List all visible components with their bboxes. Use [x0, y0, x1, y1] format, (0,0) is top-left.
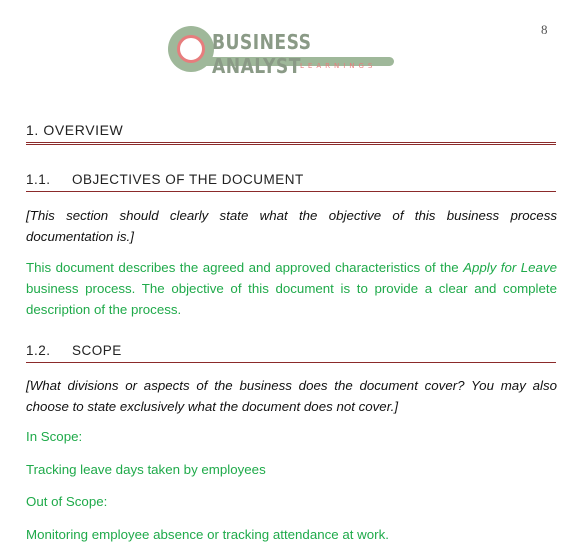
section-heading-scope	[26, 343, 556, 363]
process-name: Apply for Leave	[463, 260, 558, 275]
section-heading-overview: 1. OVERVIEW	[26, 122, 556, 143]
logo-ring	[177, 35, 205, 63]
scope-instruction: [What divisions or aspects of the business does the document cover? You may also choose to state exclusively what the document does not cover.]	[26, 378, 557, 414]
heading-double-rule	[26, 144, 556, 145]
company-logo	[168, 24, 398, 78]
body-text-start: This document describes the agreed and approved characteristics of the	[26, 260, 464, 275]
section-number: 1.2.	[26, 343, 51, 358]
objectives-body	[26, 257, 557, 320]
page-number: 8	[541, 22, 548, 37]
objectives-instruction: [This section should clearly state what the objective of this business process documentation is.]	[26, 208, 557, 244]
out-scope-label: Out of Scope:	[26, 494, 108, 509]
in-scope-item: Tracking leave days taken by employees	[26, 462, 266, 477]
in-scope-label: In Scope:	[26, 429, 83, 444]
section-number: 1.1.	[26, 172, 51, 187]
logo-sub-text: LEARNINGS	[300, 62, 377, 70]
body-text-end: business process. The objective of this document is to provide a clear and complete description of the process.	[26, 281, 557, 317]
logo-main-text: BUSINESS ANALYST	[212, 30, 312, 78]
out-scope-item: Monitoring employee absence or tracking attendance at work.	[26, 527, 389, 542]
section-title: OBJECTIVES OF THE DOCUMENT	[72, 172, 304, 187]
section-heading-objectives	[26, 172, 556, 192]
section-title: SCOPE	[72, 343, 122, 358]
